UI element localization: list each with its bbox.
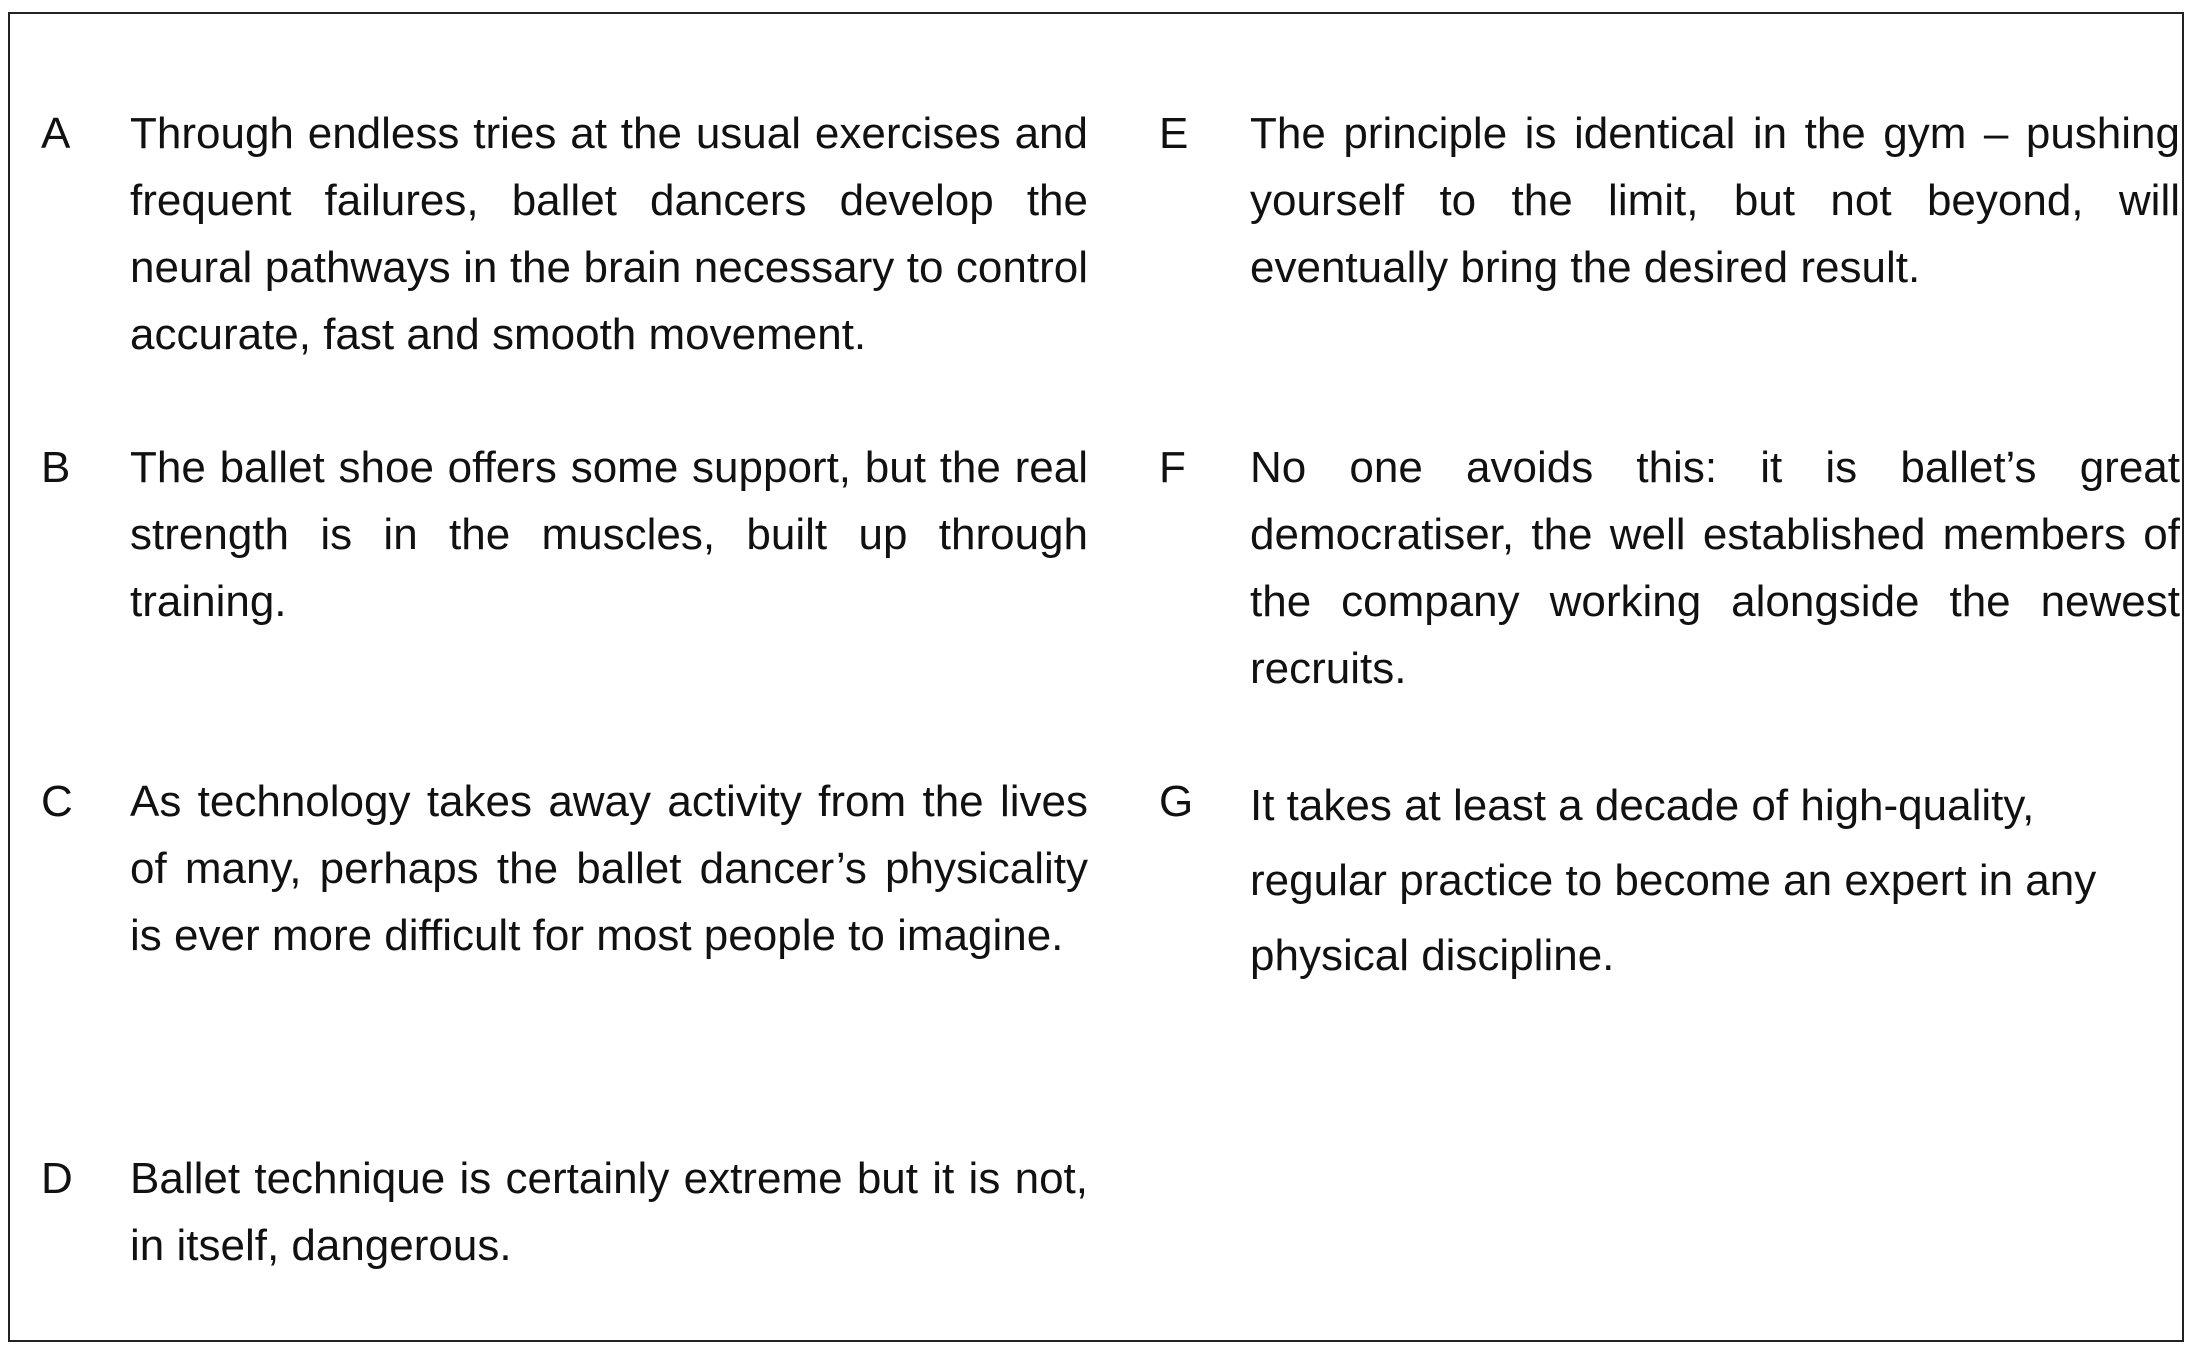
option-text: As technology takes away activity from the lives of many, perhaps the ballet dancer’s physicality is ever more difficult for most people to imagine. [130,777,1088,960]
option-letter: A [41,109,71,158]
option-text: Ballet technique is certainly extreme but it is not, in itself, dangerous. [130,1154,1088,1270]
option-text: The ballet shoe offers some support, but the real strength is in the muscles, built up through training. [130,443,1088,626]
option-text: It takes at least a decade of high-quality, regular practice to become an expert in any physical discipline. [1250,781,2097,980]
option-text: Through endless tries at the usual exercises and frequent failures, ballet dancers develop the neural pathways in the brain necessary to control accurate, fast and smooth movement. [130,109,1088,359]
option-letter: G [1159,777,1194,826]
option-text: No one avoids this: it is ballet’s great democratiser, the well established members of the company working alongside the newest recruits. [1250,443,2180,693]
option-letter: B [41,443,71,492]
options-box [8,12,2184,1342]
option-letter: F [1159,443,1186,492]
option-letter: E [1159,109,1189,158]
option-text: The principle is identical in the gym – pushing yourself to the limit, but not beyond, will eventually bring the desired result. [1250,109,2180,292]
option-letter: D [41,1154,73,1203]
option-letter: C [41,777,73,826]
